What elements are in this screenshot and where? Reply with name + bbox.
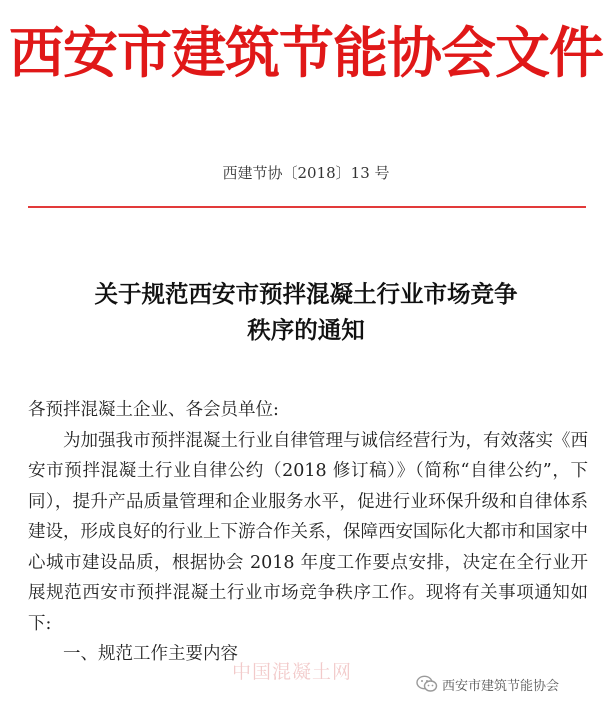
wechat-account-name: 西安市建筑节能协会 [442,678,560,694]
notice-title-line-1: 关于规范西安市预拌混凝土行业市场竞争 [94,280,518,308]
body-paragraph-1: 为加强我市预拌混凝土行业自律管理与诚信经营行为，有效落实《西安市预拌混凝土行业自律公约（2018 修订稿）》（简称“自律公约”，下同），提升产品质量管理和企业服务水平，促进行业环保升级和自律体系建设，形成良好的行业上下游合作关系，保障西安国际化大都市和国家中心城市建设品质，根据协会 2018 年度工作要点安排，决定在全行业开展规范西安市预拌混凝土行业市场竞争秩序工作。现将有关事项通知如下: [28,430,588,634]
notice-title-line-2: 秩序的通知 [247,316,365,344]
document-number: 西建节协〔2018〕13 号 [222,164,390,182]
masthead-title: 西安市建筑节能协会文件 [8,20,603,85]
salutation: 各预拌混凝土企业、各会员单位: [28,400,279,420]
notice-body [28,395,588,670]
section-heading-1: 一、规范工作主要内容 [63,644,238,664]
notice-title [40,276,572,348]
red-divider-line [28,206,586,208]
wechat-account-tag [414,673,561,695]
wechat-icon [416,675,438,693]
site-watermark: 中国混凝土网 [232,661,353,683]
